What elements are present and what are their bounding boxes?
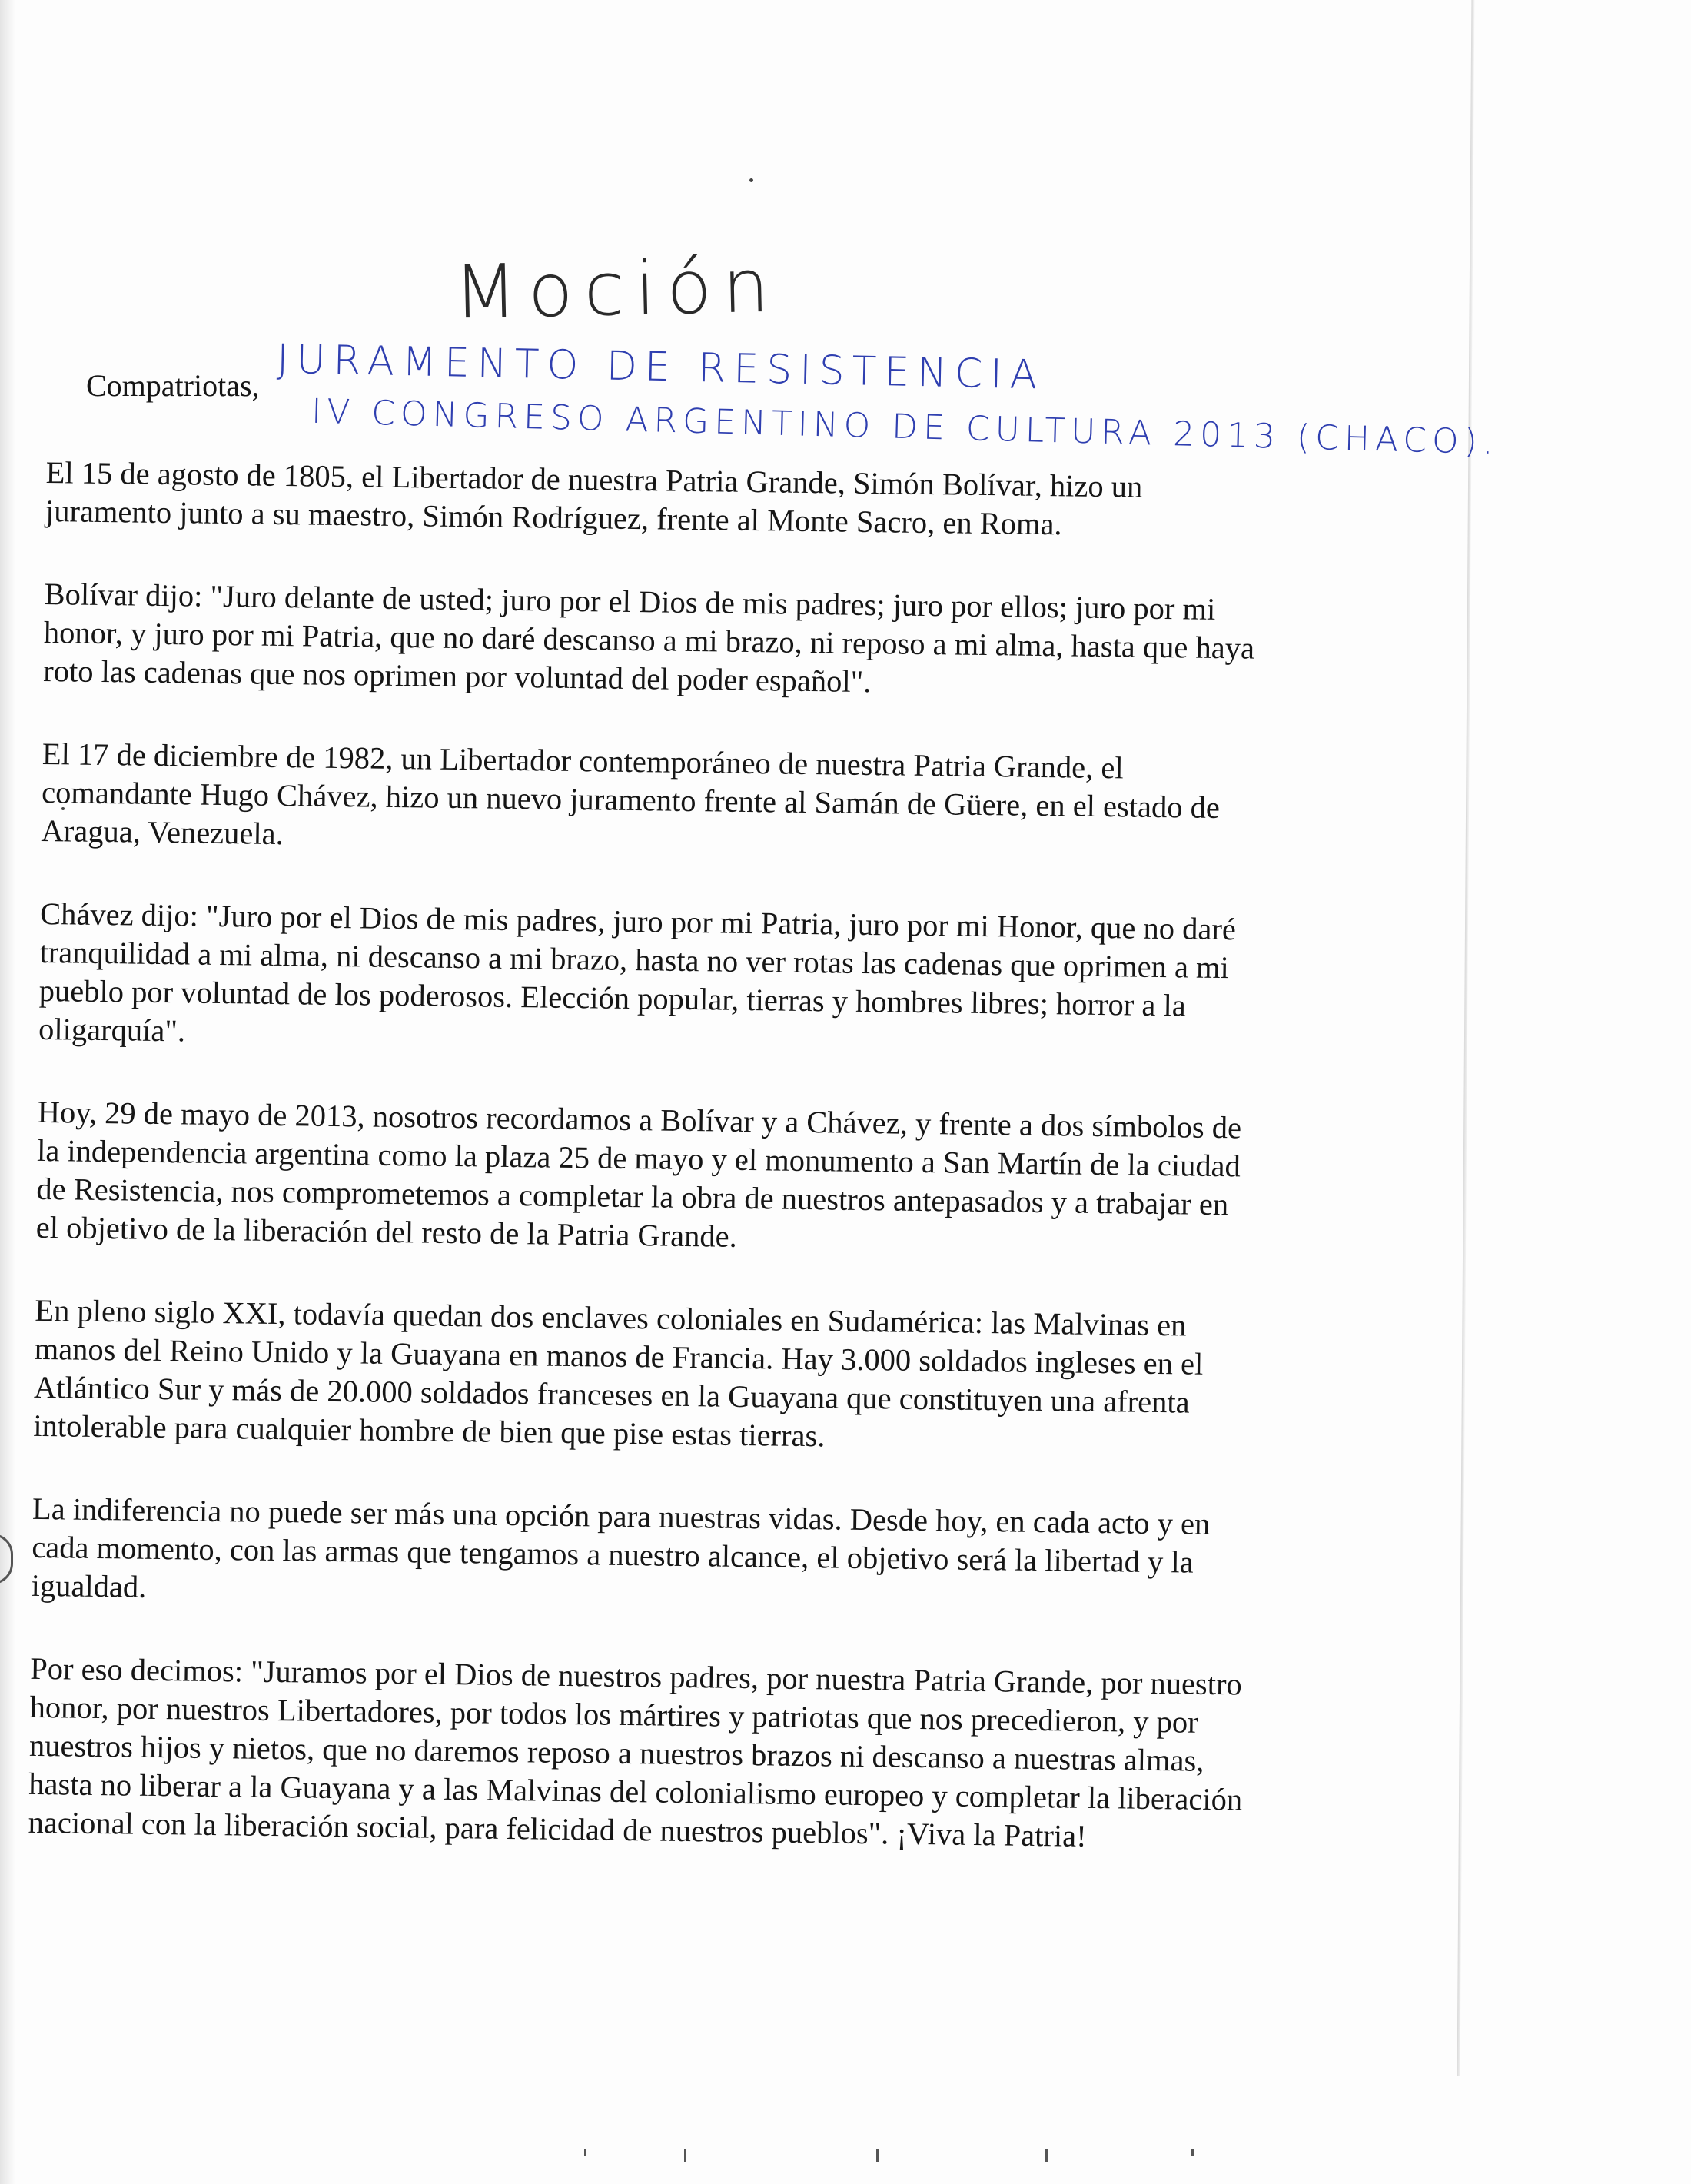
paper-right-edge bbox=[1457, 0, 1475, 2076]
paragraph: En pleno siglo XXI, todavía quedan dos enclaves coloniales en Sudamérica: las Malvinas en manos del Reino Unido y la Guayana en manos de Francia. Hay 3.000 soldados ingleses en el Atlántico Sur y más de 20.000 soldados franceses en la Guayana que constituyen una afrenta intolerable para cualquier hombre de bien que pise estas tierras. bbox=[33, 1292, 1204, 1454]
handwritten-note-line-1: JURAMENTO DE RESISTENCIA bbox=[276, 336, 1045, 399]
scan-speck bbox=[749, 178, 753, 182]
paragraph: El 15 de agosto de 1805, el Libertador de nuestra Patria Grande, Simón Bolívar, hizo un juramento junto a su maestro, Simón Rodríguez, frente al Monte Sacro, en Roma. bbox=[45, 454, 1143, 542]
paragraph: Por eso decimos: "Juramos por el Dios de nuestros padres, por nuestra Patria Grande, por nuestro honor, por nuestros Libertadores, por todos los mártires y patriotas que nos precedieron, y por nuestros hijos y nietos, que no daremos reposo a nuestros brazos ni descanso a nuestras almas, hasta no liberar a la Guayana y a las Malvinas del colonialismo europeo y completar la liberación nacional con la liberación social, para felicidad de nuestros pueblos". ¡Viva la Patria! bbox=[28, 1650, 1243, 1853]
handwritten-title: Moción bbox=[452, 242, 781, 336]
paragraph: La indiferencia no puede ser más una opción para nuestras vidas. Desde hoy, en cada acto y en cada momento, con las armas que tengamos a nuestro alcance, el objetivo será la libertad y la igualdad. bbox=[31, 1491, 1211, 1604]
handwritten-note-line-2: IV CONGRESO ARGENTINO DE CULTURA 2013 (CHACO). bbox=[311, 391, 1500, 463]
cut-off-text-marks bbox=[584, 2149, 1391, 2164]
paragraph: Hoy, 29 de mayo de 2013, nosotros recordamos a Bolívar y a Chávez, y frente a dos símbolos de la independencia argentina como la plaza 25 de mayo y el monumento a San Martín de la ciudad de Resistencia, nos comprometemos a completar la obra de nuestros antepasados y a trabajar en el objetivo de la liberación del resto de la Patria Grande. bbox=[35, 1094, 1242, 1254]
paper-left-shadow bbox=[0, 0, 15, 2184]
document-body bbox=[28, 454, 1268, 1903]
paragraph: Chávez dijo: "Juro por el Dios de mis padres, juro por mi Patria, juro por mi Honor, que no daré tranquilidad a mi alma, ni descanso a mi brazo, hasta no ver rotas las cadenas que oprimen a mi pueblo por voluntad de los poderosos. Elección popular, tierras y hombres libres; horror a la oligarquía". bbox=[38, 896, 1237, 1049]
paragraph: Bolívar dijo: "Juro delante de usted; juro por el Dios de mis padres; juro por ellos; juro por mi honor, y juro por mi Patria, que no daré descanso a mi brazo, ni reposo a mi alma, hasta que haya roto las cadenas que nos oprimen por voluntad del poder español". bbox=[43, 576, 1255, 700]
paragraph: El 17 de diciembre de 1982, un Libertador contemporáneo de nuestra Patria Grande, el comandante Hugo Chávez, hizo un nuevo juramento frente al Samán de Güere, en el estado de Aragua, Venezuela. bbox=[41, 736, 1221, 852]
salutation: Compatriotas, bbox=[86, 368, 260, 403]
